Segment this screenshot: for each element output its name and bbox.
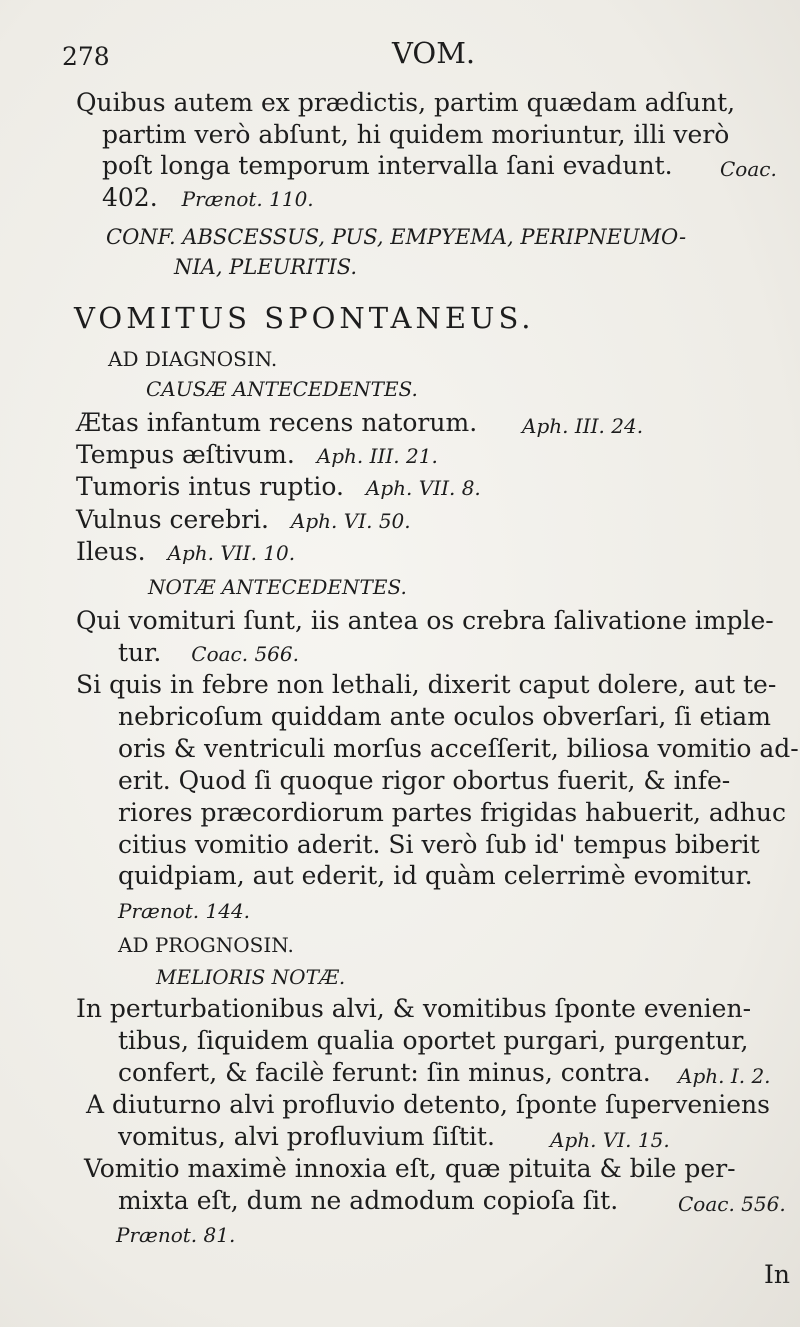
text-line — [118, 1058, 788, 1088]
subheading: MELIORIS NOTÆ. — [156, 965, 346, 989]
text-line — [76, 537, 295, 568]
subheading: CAUSÆ ANTECEDENTES. — [146, 377, 418, 401]
text-line — [102, 183, 314, 214]
text-line: Quibus autem ex prædictis, partim quædam adſunt, — [76, 88, 736, 117]
text-line — [118, 1122, 778, 1152]
text-line: oris & ventriculi morſus acceſſerit, biliosa vomitio ad- — [118, 734, 799, 763]
text-line: In perturbationibus alvi, & vomitibus ſponte evenien- — [76, 994, 752, 1023]
running-title: VOM. — [392, 36, 476, 70]
line-text: poſt longa temporum intervalla ſani evadunt. — [102, 151, 673, 180]
text-line: Vomitio maximè innoxia eſt, quæ pituita & bile per- — [84, 1154, 736, 1183]
citation: Aph. VII. 10. — [167, 541, 296, 565]
text-line — [76, 440, 438, 471]
cross-reference: NIA, PLEURITIS. — [174, 255, 358, 279]
text-line: A diuturno alvi profluvio detento, ſponte ſuperveniens — [86, 1090, 770, 1119]
line-text: confert, & facilè ferunt: ſin minus, contra. — [118, 1058, 651, 1087]
line-text: Tumoris intus ruptio. — [76, 472, 344, 501]
catchword: In — [764, 1260, 790, 1289]
text-line: partim verò abſunt, hi quidem moriuntur, illi verò — [102, 120, 730, 149]
line-text: Ileus. — [76, 537, 146, 566]
citation: Coac. 556. — [678, 1192, 786, 1216]
text-line — [76, 472, 481, 503]
text-line — [118, 638, 299, 669]
citation: Aph. III. 24. — [522, 414, 644, 438]
cross-reference: CONF. ABSCESSUS, PUS, EMPYEMA, PERIPNEUMO- — [106, 225, 687, 249]
citation: Prænot. 144. — [118, 899, 251, 923]
line-text: Vulnus cerebri. — [76, 505, 269, 534]
citation: Aph. VII. 8. — [365, 476, 481, 500]
text-line — [76, 408, 776, 438]
line-text: mixta eſt, dum ne admodum copioſa ſit. — [118, 1186, 619, 1215]
text-line: quidpiam, aut ederit, id quàm celerrimè evomitur. — [118, 861, 753, 890]
page-number: 278 — [62, 42, 110, 71]
text-line: citius vomitio aderit. Si verò ſub id' tempus biberit — [118, 830, 760, 859]
citation: Prænot. 110. — [181, 187, 314, 211]
subheading: AD DIAGNOSIN. — [108, 347, 278, 371]
citation: Prænot. 81. — [116, 1223, 236, 1247]
line-text: Tempus æſtivum. — [76, 440, 295, 469]
text-line — [102, 151, 782, 181]
citation: Coac. 566. — [191, 642, 299, 666]
text-line: Si quis in febre non lethali, dixerit caput dolere, aut te- — [76, 670, 777, 699]
line-text: 402. — [102, 183, 158, 212]
text-line: Qui vomituri ſunt, iis antea os crebra ſalivatione imple- — [76, 606, 774, 635]
text-line: nebricoſum quiddam ante oculos obverſari, ſi etiam — [118, 702, 771, 731]
line-text: Ætas infantum recens natorum. — [76, 408, 478, 437]
section-heading: VOMITUS SPONTANEUS. — [74, 301, 535, 335]
text-line — [118, 1186, 788, 1216]
text-line: tibus, ſiquidem qualia oportet purgari, purgentur, — [118, 1026, 749, 1055]
subheading: AD PROGNOSIN. — [118, 933, 294, 957]
text-line: riores præcordiorum partes frigidas habuerit, adhuc — [118, 798, 786, 827]
text-line — [76, 505, 411, 536]
citation: Aph. I. 2. — [678, 1064, 771, 1088]
line-text: vomitus, alvi profluvium ſiſtit. — [118, 1122, 495, 1151]
line-text: tur. — [118, 638, 162, 667]
citation: Coac. — [720, 157, 777, 181]
subheading: NOTÆ ANTECEDENTES. — [148, 575, 407, 599]
citation: Aph. VI. 50. — [290, 509, 411, 533]
citation: Aph. III. 21. — [316, 444, 438, 468]
citation: Aph. VI. 15. — [550, 1128, 670, 1152]
text-line: erit. Quod ſi quoque rigor obortus fuerit, & infe- — [118, 766, 731, 795]
